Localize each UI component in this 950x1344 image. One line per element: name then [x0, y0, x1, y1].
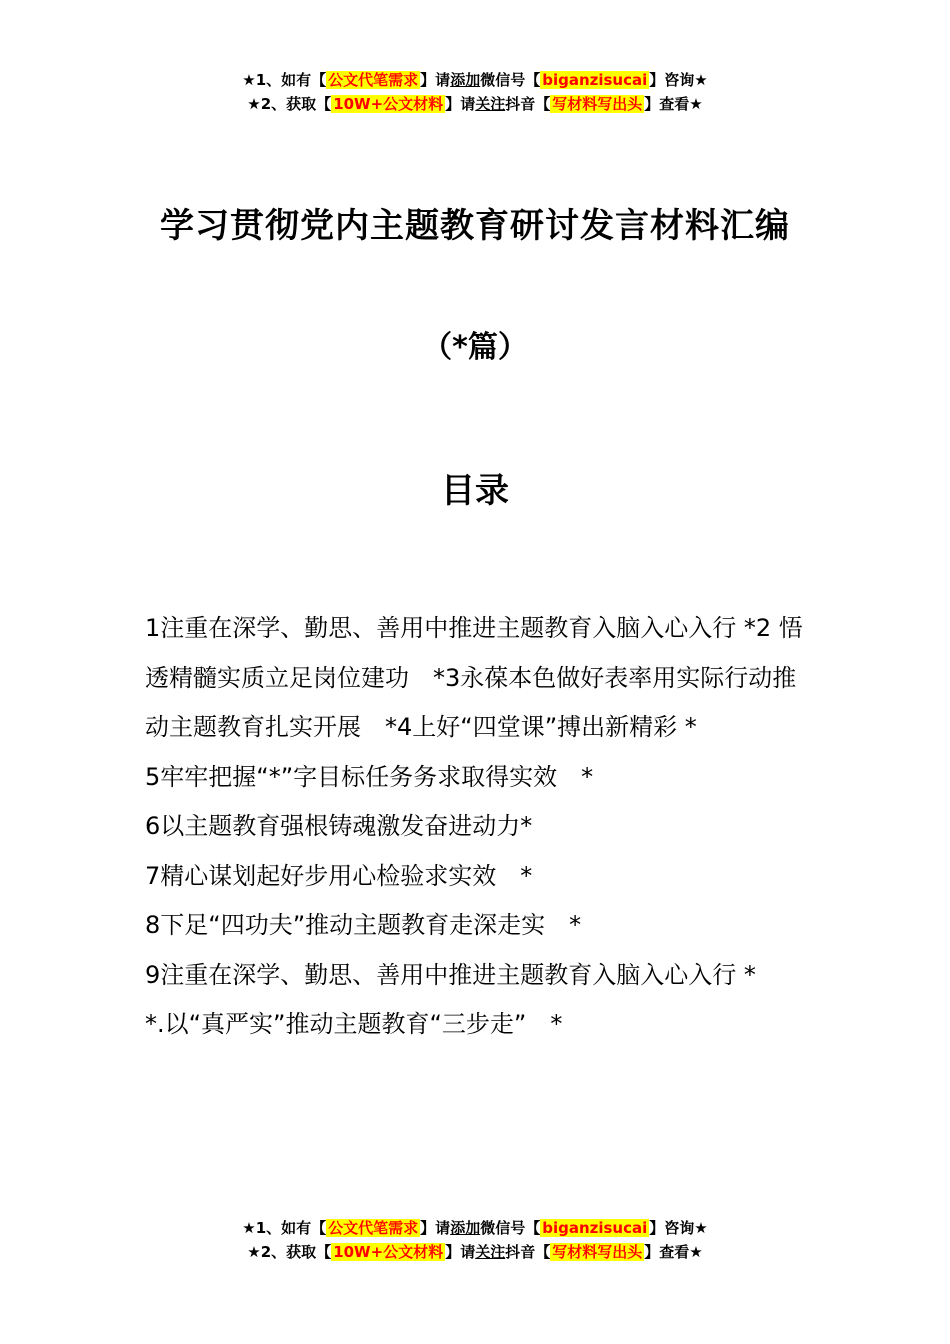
highlight-writing-service: 公文代笔需求: [328, 1219, 419, 1237]
banner-line-2: ★2、获取【 10W+公文材料 】请关注抖音【 写材料写出头 】查看★: [247, 95, 703, 113]
highlight-douyin-account: 写材料写出头: [552, 95, 643, 113]
footer-banner: [0, 1216, 950, 1264]
toc-item: 6以主题教育强根铸魂激发奋进动力*: [145, 812, 533, 840]
banner-line-2: ★2、获取【 10W+公文材料 】请关注抖音【 写材料写出头 】查看★: [247, 1243, 703, 1261]
highlight-materials: 10W+公文材料: [333, 1243, 444, 1261]
toc-item: 7精心谋划起好步用心检验求实效 *: [145, 861, 533, 890]
banner-line-1: ★1、如有【 公文代笔需求 】请添加微信号【 biganzisucai 】咨询★: [242, 1219, 708, 1237]
toc-item: *.以“真严实”推动主题教育“三步走” *: [145, 1010, 563, 1038]
toc-heading: 目录: [441, 471, 509, 511]
toc-item: 9注重在深学、勤思、善用中推进主题教育入脑入心入行 *: [145, 960, 756, 989]
document-subtitle: （*篇）: [422, 330, 528, 365]
table-of-contents: [145, 604, 810, 1050]
document-title: 学习贯彻党内主题教育研讨发言材料汇编: [160, 206, 790, 246]
highlight-wechat-id: biganzisucai: [542, 71, 648, 89]
highlight-douyin-account: 写材料写出头: [552, 1243, 643, 1261]
toc-item: 5牢牢把握“*”字目标任务务求取得实效 *: [145, 762, 594, 791]
toc-paragraph: 1注重在深学、勤思、善用中推进主题教育入脑入心入行 *2 悟透精髓实质立足岗位建功 *3永葆本色做好表率用实际行动推动主题教育扎实开展 *4上好“四堂课”搏出新精彩 *: [145, 614, 803, 741]
highlight-materials: 10W+公文材料: [333, 95, 444, 113]
highlight-wechat-id: biganzisucai: [542, 1219, 648, 1237]
toc-item: 8下足“四功夫”推动主题教育走深走实 *: [145, 911, 582, 939]
highlight-writing-service: 公文代笔需求: [328, 71, 419, 89]
header-banner: [0, 68, 950, 116]
banner-line-1: ★1、如有【 公文代笔需求 】请添加微信号【 biganzisucai 】咨询★: [242, 71, 708, 89]
